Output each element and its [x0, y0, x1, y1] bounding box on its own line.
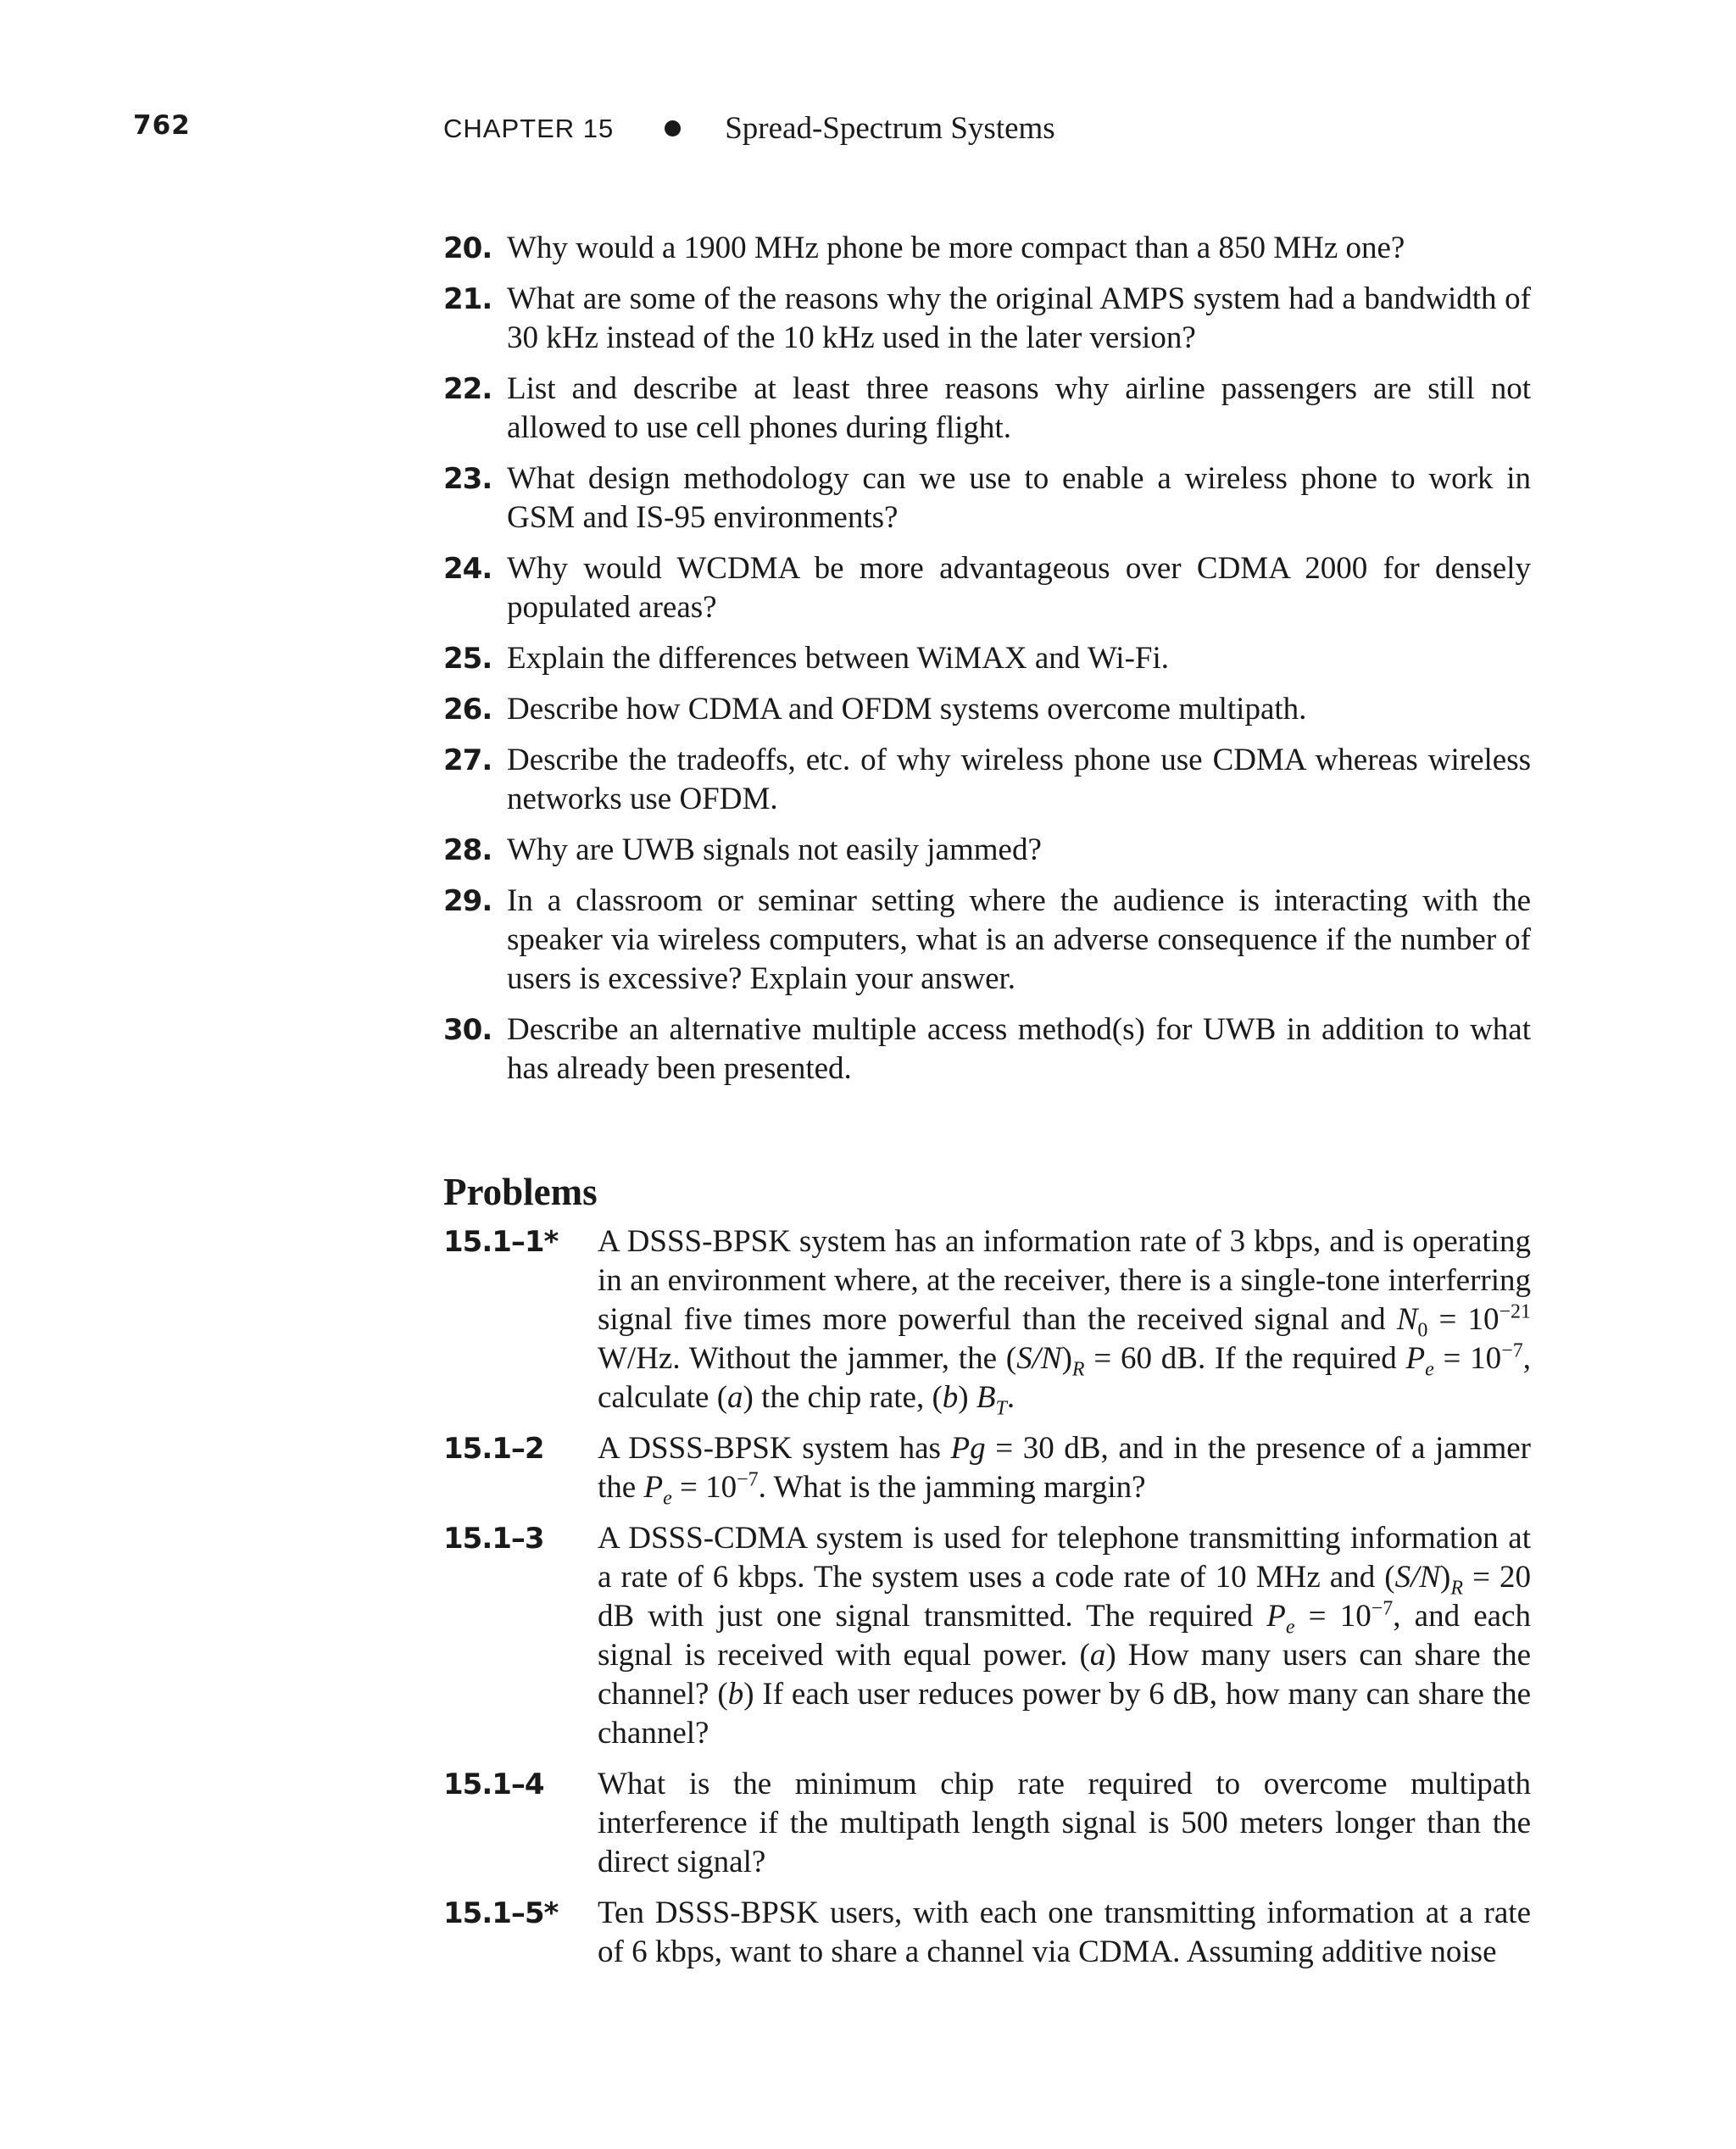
problem-text	[598, 1429, 1531, 1510]
question-number: 25.	[443, 642, 492, 676]
math-exponent: −21	[1499, 1300, 1531, 1323]
page-number: 762	[133, 110, 191, 141]
question-number: 22.	[443, 372, 492, 406]
math-subscript: 0	[1417, 1319, 1428, 1342]
problem-text-segment: = 10	[1294, 1599, 1372, 1634]
problem-number: 15.1–5*	[443, 1896, 559, 1930]
problem-text-segment: = 30 dB, and in the presence of a jammer the	[598, 1431, 1531, 1505]
math-subscript	[1425, 1358, 1434, 1380]
problem-text-segment: , and each signal is received with equal power. (	[598, 1599, 1531, 1673]
question-item	[443, 741, 1531, 819]
question-number: 26.	[443, 693, 492, 727]
question-text: Explain the differences between WiMAX and Wi-Fi.	[507, 641, 1170, 676]
math-subscript-symbol: T	[995, 1397, 1007, 1420]
problem-text-segment: A DSSS-CDMA system is used for telephone transmitting information at a rate of 6 kbps. The system uses a code rate of 10 MHz and (	[598, 1521, 1531, 1595]
bullet-separator	[665, 120, 681, 136]
math-symbol: Pg	[950, 1431, 986, 1466]
problem-text	[598, 1222, 1531, 1420]
problem-text-segment: A DSSS-BPSK system has	[598, 1431, 951, 1466]
question-item	[443, 882, 1531, 999]
running-head	[443, 110, 1055, 147]
question-number: 20.	[443, 231, 492, 265]
math-exponent: −7	[1501, 1339, 1523, 1362]
question-number: 24.	[443, 552, 492, 586]
math-subscript	[1072, 1358, 1085, 1380]
question-item	[443, 549, 1531, 627]
problem-text: What is the minimum chip rate required to overcome multipath interference if the multipath length signal is 500 meters longer than the direct signal?	[598, 1767, 1531, 1879]
question-item	[443, 280, 1531, 358]
math-subscript	[1450, 1577, 1463, 1599]
question-number: 29.	[443, 884, 492, 918]
chapter-title: Spread-Spectrum Systems	[725, 111, 1055, 146]
question-item	[443, 370, 1531, 448]
math-symbol: S/N	[1016, 1341, 1062, 1376]
question-text: Describe an alternative multiple access method(s) for UWB in addition to what has already been presented.	[507, 1012, 1531, 1086]
part-label: b	[727, 1677, 744, 1712]
question-item	[443, 639, 1531, 678]
problem-number: 15.1–2	[443, 1432, 544, 1466]
problem-item	[443, 1429, 1531, 1510]
math-symbol: P	[643, 1470, 664, 1505]
part-label: b	[942, 1380, 959, 1415]
question-item	[443, 229, 1531, 268]
question-text: Describe the tradeoffs, etc. of why wireless phone use CDMA whereas wireless networks use OFDM.	[507, 743, 1531, 816]
part-label: a	[727, 1380, 743, 1415]
question-text: Why would WCDMA be more advantageous over CDMA 2000 for densely populated areas?	[507, 551, 1531, 625]
question-text: Why are UWB signals not easily jammed?	[507, 832, 1042, 867]
problem-number: 15.1–1*	[443, 1225, 559, 1259]
question-item	[443, 690, 1531, 729]
part-label: a	[1089, 1638, 1106, 1673]
problem-text-segment: )	[1440, 1560, 1451, 1595]
math-subscript-symbol: e	[1285, 1616, 1295, 1639]
problem-text-segment: = 20 dB with just one signal transmitted. The required	[598, 1560, 1531, 1634]
questions-list	[443, 229, 1531, 1100]
question-number: 23.	[443, 462, 492, 496]
problem-text-segment: ) How many users can share the channel? (	[598, 1638, 1531, 1712]
problem-text-segment: ) the chip rate, (	[743, 1380, 943, 1415]
question-text: In a classroom or seminar setting where the audience is interacting with the speaker via wireless computers, what is an adverse consequence if the number of users is excessive? Explain your answer.	[507, 883, 1531, 996]
problem-text-segment: )	[1061, 1341, 1072, 1376]
math-symbol: B	[976, 1380, 996, 1415]
problem-text-segment: , calculate (	[598, 1341, 1531, 1415]
problems-heading: Problems	[443, 1171, 598, 1213]
question-item	[443, 459, 1531, 537]
question-number: 27.	[443, 743, 492, 777]
question-text: List and describe at least three reasons why airline passengers are still not allowed to use cell phones during flight.	[507, 371, 1531, 445]
problem-text-segment: = 10	[1427, 1302, 1500, 1337]
math-subscript-symbol: e	[663, 1487, 672, 1510]
problem-item	[443, 1765, 1531, 1882]
problem-text-segment: = 10	[1433, 1341, 1502, 1376]
problem-text-segment: . What is the jamming margin?	[758, 1470, 1146, 1505]
math-subscript-symbol: e	[1425, 1358, 1434, 1381]
math-symbol: N	[1396, 1302, 1418, 1337]
math-exponent: −7	[737, 1468, 759, 1491]
problem-text-segment: .	[1006, 1380, 1015, 1415]
question-number: 30.	[443, 1013, 492, 1047]
problem-item	[443, 1222, 1531, 1420]
question-number: 28.	[443, 833, 492, 867]
math-symbol: P	[1405, 1341, 1426, 1376]
problem-text-segment: A DSSS-BPSK system has an information rate of 3 kbps, and is operating in an environment where, at the receiver, there is a single-tone interferring signal five times more powerful than the received signal and	[598, 1224, 1531, 1337]
problem-text-segment: ) If each user reduces power by 6 dB, how many can share the channel?	[598, 1677, 1531, 1751]
math-exponent: −7	[1371, 1597, 1394, 1620]
problem-text-segment: = 60 dB. If the required	[1084, 1341, 1406, 1376]
math-subscript-symbol: R	[1071, 1358, 1085, 1381]
chapter-label: CHAPTER 15	[443, 113, 615, 143]
math-subscript	[995, 1397, 1006, 1419]
question-number: 21.	[443, 282, 492, 316]
problem-item	[443, 1894, 1531, 1972]
problem-number: 15.1–3	[443, 1522, 544, 1556]
problem-number: 15.1–4	[443, 1768, 544, 1801]
question-item	[443, 1010, 1531, 1088]
question-item	[443, 831, 1531, 870]
math-subscript	[663, 1487, 672, 1509]
question-text: What are some of the reasons why the original AMPS system had a bandwidth of 30 kHz instead of the 10 kHz used in the later version?	[507, 281, 1531, 355]
question-text: Why would a 1900 MHz phone be more compact than a 850 MHz one?	[507, 231, 1405, 265]
problem-text-segment: W/Hz. Without the jammer, the (	[598, 1341, 1017, 1376]
math-subscript	[1286, 1616, 1295, 1638]
problems-list	[443, 1222, 1531, 1984]
math-subscript-symbol: R	[1450, 1577, 1464, 1600]
math-symbol: S/N	[1394, 1560, 1441, 1595]
problem-item	[443, 1519, 1531, 1753]
problem-text	[598, 1519, 1531, 1753]
question-text: Describe how CDMA and OFDM systems overcome multipath.	[507, 692, 1307, 727]
problem-text: Ten DSSS-BPSK users, with each one transmitting information at a rate of 6 kbps, want to share a channel via CDMA. Assuming additive noise	[598, 1896, 1531, 1969]
problem-text-segment: = 10	[671, 1470, 737, 1505]
question-text: What design methodology can we use to enable a wireless phone to work in GSM and IS-95 environments?	[507, 461, 1531, 535]
problem-text-segment: )	[958, 1380, 976, 1415]
math-symbol: P	[1266, 1599, 1286, 1634]
